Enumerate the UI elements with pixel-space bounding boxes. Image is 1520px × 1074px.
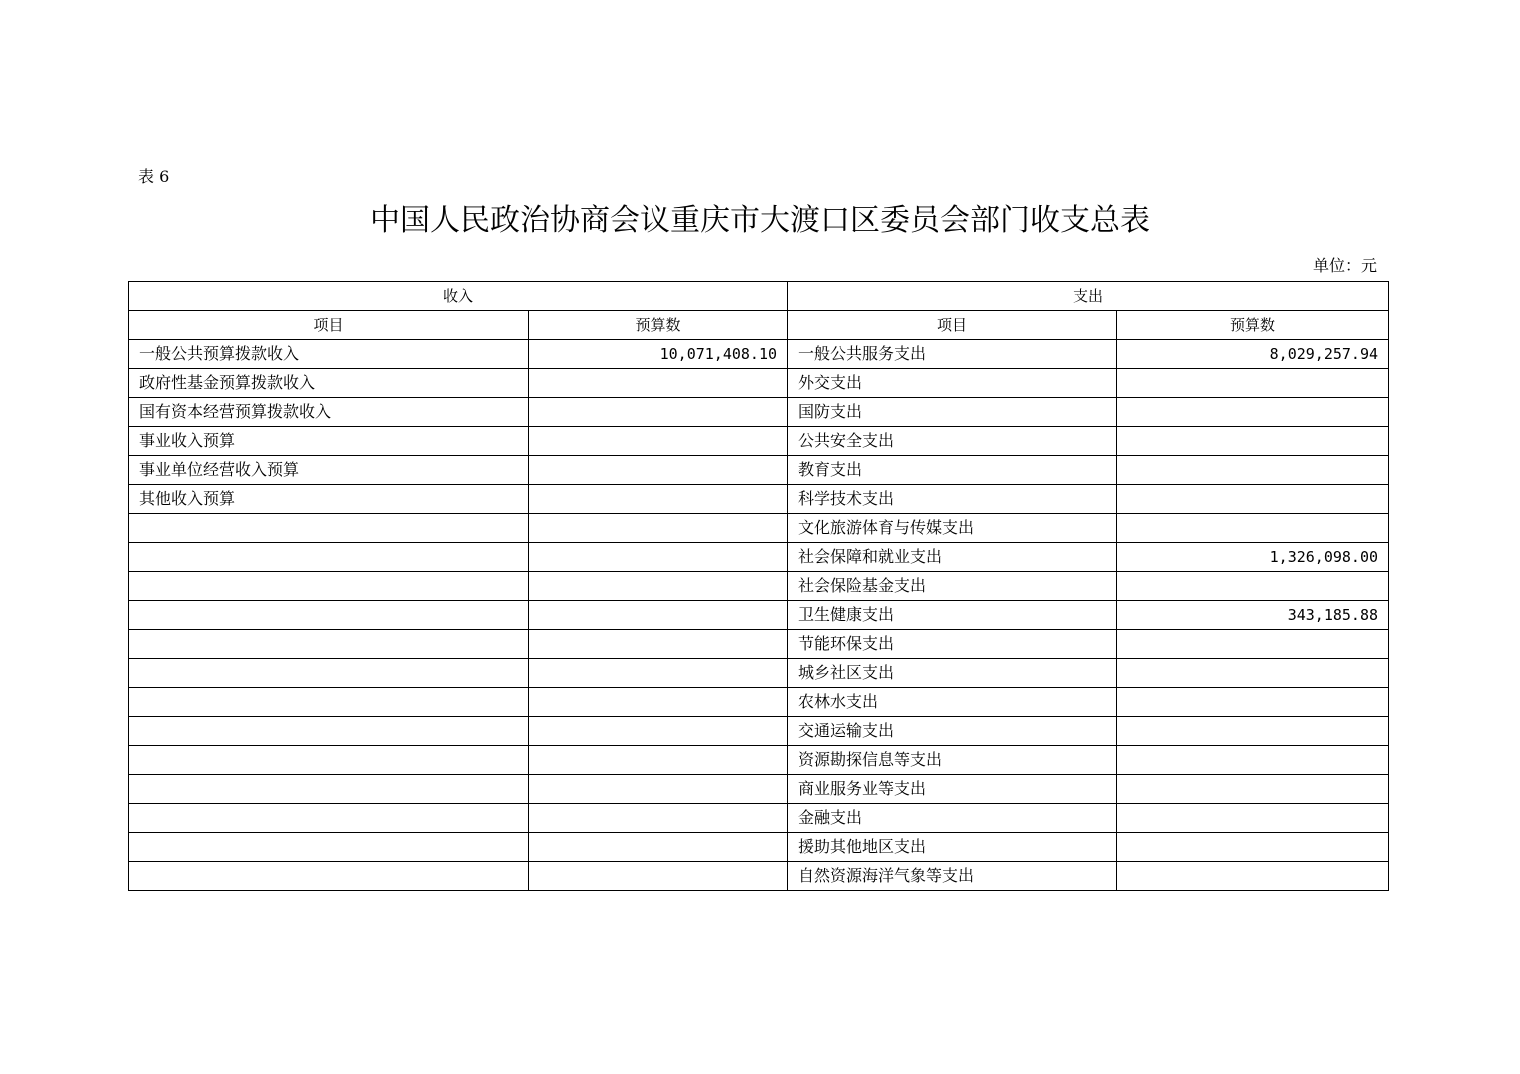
income-item-cell: [129, 862, 529, 891]
table-row: [129, 572, 1389, 601]
section-header-row: [129, 282, 1389, 311]
expense-amount-cell: [1117, 833, 1389, 862]
table-number: 表 6: [138, 167, 170, 186]
income-amount-cell: [529, 833, 788, 862]
income-item-cell: 政府性基金预算拨款收入: [129, 369, 529, 398]
expense-item-header: 项目: [788, 311, 1117, 340]
table-row: [129, 804, 1389, 833]
table-body: [129, 340, 1389, 891]
income-item-cell: [129, 514, 529, 543]
income-item-header: 项目: [129, 311, 529, 340]
expense-item-cell: 国防支出: [788, 398, 1117, 427]
expense-item-cell: 公共安全支出: [788, 427, 1117, 456]
income-item-cell: 一般公共预算拨款收入: [129, 340, 529, 369]
document-title: 中国人民政治协商会议重庆市大渡口区委员会部门收支总表: [370, 203, 1150, 238]
income-amount-cell: [529, 543, 788, 572]
expense-item-cell: 一般公共服务支出: [788, 340, 1117, 369]
expense-item-cell: 社会保险基金支出: [788, 572, 1117, 601]
table-row: [129, 485, 1389, 514]
expense-amount-cell: 1,326,098.00: [1117, 543, 1389, 572]
unit-label: 单位：元: [1312, 256, 1377, 275]
income-amount-cell: [529, 659, 788, 688]
expense-item-cell: 教育支出: [788, 456, 1117, 485]
expense-item-cell: 科学技术支出: [788, 485, 1117, 514]
column-header-row: [129, 311, 1389, 340]
income-amount-cell: [529, 601, 788, 630]
income-amount-cell: [529, 804, 788, 833]
income-item-cell: [129, 572, 529, 601]
table-row: [129, 746, 1389, 775]
income-item-cell: 其他收入预算: [129, 485, 529, 514]
table-row: [129, 340, 1389, 369]
income-amount-cell: [529, 427, 788, 456]
expense-amount-cell: [1117, 427, 1389, 456]
expense-amount-cell: [1117, 572, 1389, 601]
income-section-header: 收入: [129, 282, 788, 311]
table-row: [129, 717, 1389, 746]
income-item-cell: [129, 601, 529, 630]
table-row: [129, 659, 1389, 688]
expense-amount-cell: [1117, 369, 1389, 398]
expense-amount-cell: [1117, 746, 1389, 775]
income-amount-cell: [529, 572, 788, 601]
income-amount-cell: [529, 775, 788, 804]
income-item-cell: [129, 717, 529, 746]
income-amount-cell: [529, 456, 788, 485]
expense-item-cell: 金融支出: [788, 804, 1117, 833]
expense-section-header: 支出: [788, 282, 1389, 311]
income-item-cell: [129, 746, 529, 775]
income-item-cell: [129, 543, 529, 572]
income-item-cell: 国有资本经营预算拨款收入: [129, 398, 529, 427]
expense-item-cell: 援助其他地区支出: [788, 833, 1117, 862]
budget-summary-table: [128, 281, 1389, 891]
table-row: [129, 630, 1389, 659]
expense-item-cell: 文化旅游体育与传媒支出: [788, 514, 1117, 543]
income-item-cell: [129, 833, 529, 862]
table-row: [129, 862, 1389, 891]
income-item-cell: [129, 688, 529, 717]
expense-amount-cell: [1117, 514, 1389, 543]
income-amount-cell: [529, 514, 788, 543]
table-row: [129, 369, 1389, 398]
expense-item-cell: 商业服务业等支出: [788, 775, 1117, 804]
income-item-cell: [129, 775, 529, 804]
income-item-cell: [129, 804, 529, 833]
income-amount-cell: [529, 746, 788, 775]
income-item-cell: 事业收入预算: [129, 427, 529, 456]
table-row: [129, 543, 1389, 572]
expense-amount-cell: 343,185.88: [1117, 601, 1389, 630]
expense-amount-cell: [1117, 456, 1389, 485]
income-amount-cell: [529, 630, 788, 659]
expense-amount-cell: [1117, 717, 1389, 746]
income-amount-cell: [529, 688, 788, 717]
income-amount-cell: 10,071,408.10: [529, 340, 788, 369]
expense-budget-header: 预算数: [1117, 311, 1389, 340]
table-row: [129, 456, 1389, 485]
expense-item-cell: 社会保障和就业支出: [788, 543, 1117, 572]
expense-amount-cell: [1117, 659, 1389, 688]
income-item-cell: 事业单位经营收入预算: [129, 456, 529, 485]
expense-amount-cell: [1117, 775, 1389, 804]
table-row: [129, 514, 1389, 543]
table-row: [129, 601, 1389, 630]
income-amount-cell: [529, 398, 788, 427]
expense-amount-cell: [1117, 398, 1389, 427]
expense-item-cell: 节能环保支出: [788, 630, 1117, 659]
expense-item-cell: 资源勘探信息等支出: [788, 746, 1117, 775]
expense-amount-cell: [1117, 485, 1389, 514]
expense-item-cell: 外交支出: [788, 369, 1117, 398]
expense-item-cell: 农林水支出: [788, 688, 1117, 717]
table-row: [129, 427, 1389, 456]
expense-amount-cell: [1117, 630, 1389, 659]
income-amount-cell: [529, 717, 788, 746]
expense-item-cell: 卫生健康支出: [788, 601, 1117, 630]
expense-amount-cell: 8,029,257.94: [1117, 340, 1389, 369]
expense-item-cell: 城乡社区支出: [788, 659, 1117, 688]
expense-amount-cell: [1117, 804, 1389, 833]
expense-item-cell: 交通运输支出: [788, 717, 1117, 746]
expense-amount-cell: [1117, 862, 1389, 891]
income-budget-header: 预算数: [529, 311, 788, 340]
income-amount-cell: [529, 862, 788, 891]
expense-amount-cell: [1117, 688, 1389, 717]
table-row: [129, 775, 1389, 804]
income-item-cell: [129, 659, 529, 688]
table-row: [129, 688, 1389, 717]
income-item-cell: [129, 630, 529, 659]
income-amount-cell: [529, 369, 788, 398]
table-row: [129, 833, 1389, 862]
income-amount-cell: [529, 485, 788, 514]
expense-item-cell: 自然资源海洋气象等支出: [788, 862, 1117, 891]
table-row: [129, 398, 1389, 427]
